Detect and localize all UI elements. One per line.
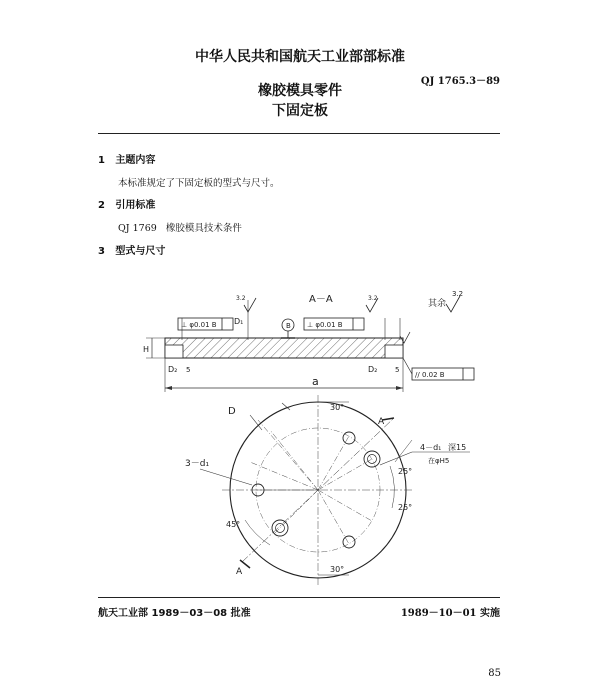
bottom-rule: [98, 597, 500, 598]
section-1-text: 本标准规定了下固定板的型式与尺寸。: [118, 178, 280, 189]
dim-5-left: 5: [186, 366, 191, 374]
section-2-title: 引用标准: [115, 200, 156, 211]
hole-4-depth: 深15: [448, 443, 467, 452]
angle-25-upper: 25°: [398, 467, 413, 476]
reference-code: QJ 1769: [118, 223, 157, 234]
section-mark-a-bottom: A: [236, 567, 243, 577]
surface-other-label: 其余: [428, 299, 447, 309]
tolerance-perp-left: ⊥ φ0.01 B: [181, 321, 217, 329]
issuing-organization: 中华人民共和国航天工业部部标准: [195, 49, 405, 65]
hole-4-note: 在φH5: [428, 457, 450, 465]
hole-4-label: 4－d₁: [420, 443, 442, 452]
section-mark-a-top: A: [378, 417, 385, 427]
roughness-main: 3.2: [452, 290, 464, 298]
dim-a: a: [312, 375, 319, 388]
dim-d2-left: D₂: [168, 365, 178, 374]
tolerance-perp-right: ⊥ φ0.01 B: [307, 321, 343, 329]
section-1-title: 主题内容: [115, 155, 156, 166]
section-label: A－A: [309, 294, 333, 305]
standard-number: QJ 1765.3－89: [420, 76, 500, 87]
title-line-1: 橡胶模具零件: [258, 83, 342, 99]
angle-30-top: 30°: [330, 403, 345, 412]
section-3-number: 3: [98, 246, 105, 257]
page-number: 85: [488, 668, 501, 679]
dim-d2-right: D₂: [368, 365, 378, 374]
tolerance-parallel: // 0.02 B: [415, 371, 445, 379]
section-2-number: 2: [98, 200, 105, 211]
title-line-2: 下固定板: [272, 103, 328, 119]
dim-outer-d: D: [228, 406, 236, 417]
roughness-left: 3.2: [236, 295, 246, 302]
angle-30-bottom: 30°: [330, 565, 345, 574]
angle-45: 45°: [226, 520, 241, 529]
reference-title: 橡胶模具技术条件: [165, 223, 242, 234]
approval-date: 航天工业部 1989－03－08 批准: [98, 608, 251, 619]
hole-3-label: 3－d₁: [185, 459, 210, 469]
dim-h: H: [143, 345, 150, 354]
effective-date: 1989－10－01 实施: [400, 608, 500, 619]
section-3-title: 型式与尺寸: [115, 246, 166, 257]
roughness-right: 3.2: [368, 295, 378, 302]
datum-b-label: B: [286, 322, 291, 330]
section-1-number: 1: [98, 155, 105, 166]
angle-25-lower: 25°: [398, 503, 413, 512]
dim-5-right: 5: [395, 366, 400, 374]
dim-d1: D₁: [234, 317, 244, 326]
plan-view: [200, 395, 470, 585]
